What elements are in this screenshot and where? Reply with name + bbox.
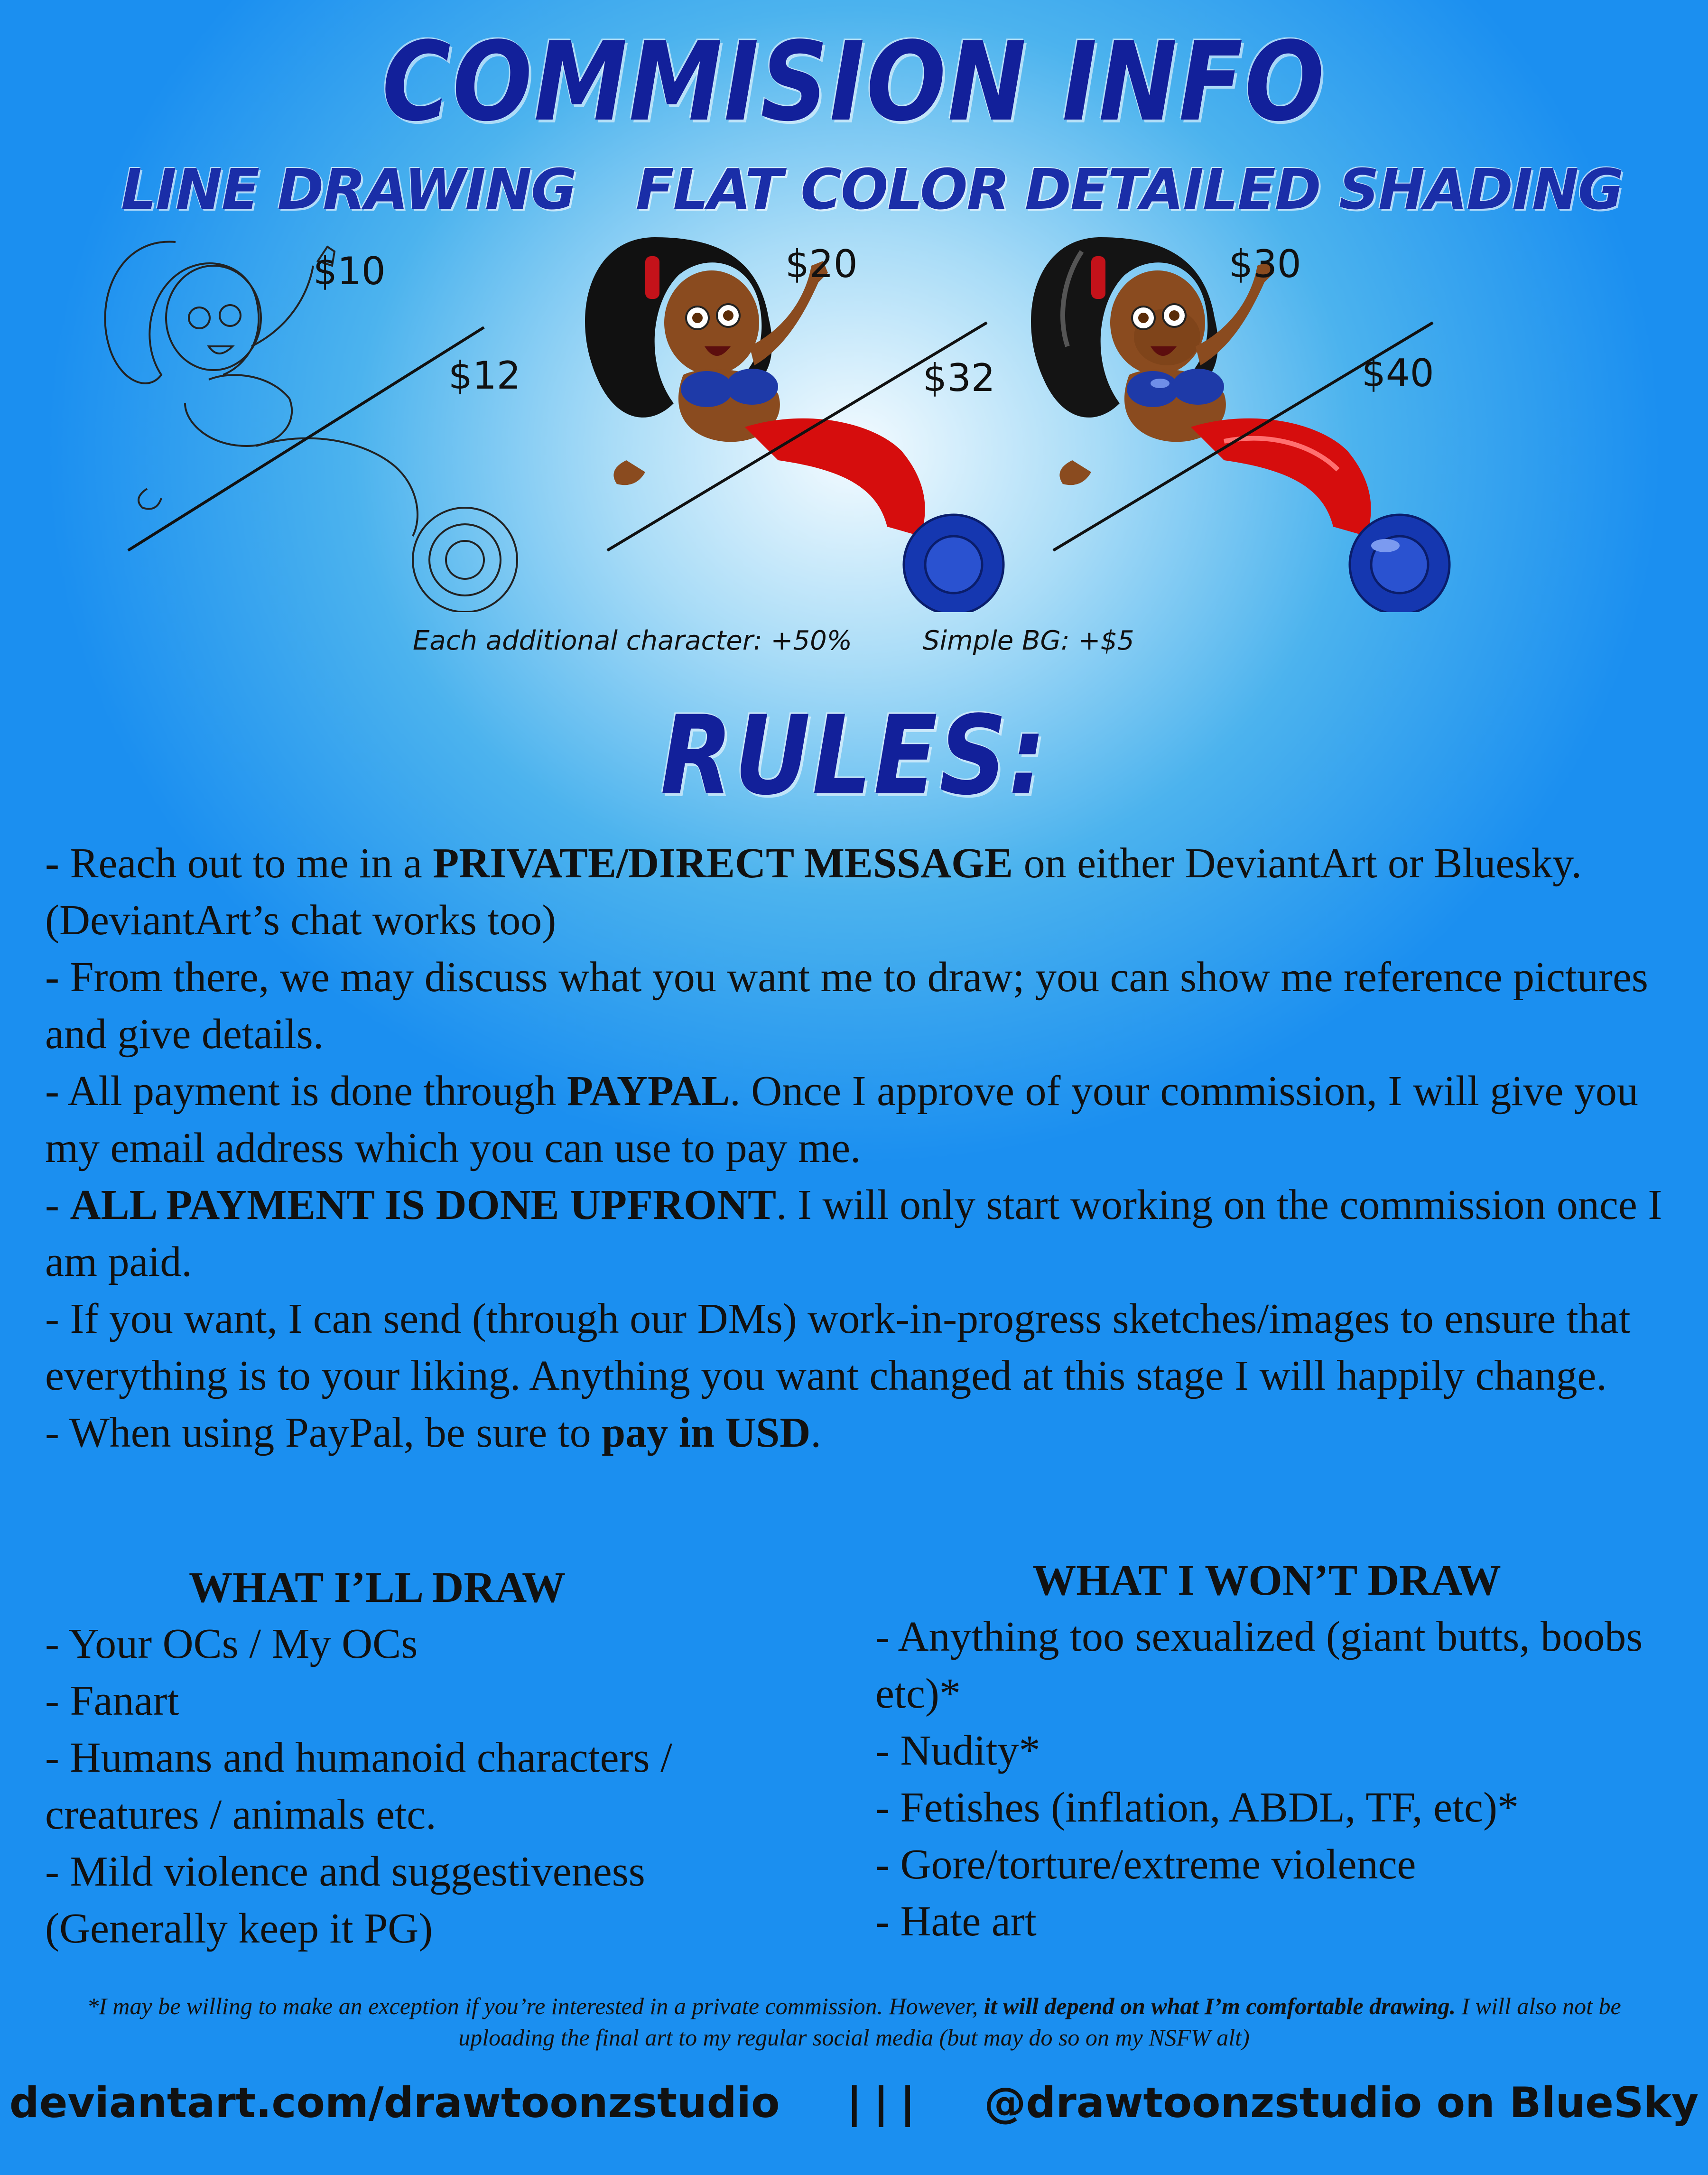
will-draw-item: - Mild violence and suggestiveness (Generally keep it PG) bbox=[45, 1848, 645, 1952]
rule-item: - ALL PAYMENT IS DONE UPFRONT. I will only start working on the commission once I am paid. bbox=[45, 1181, 1662, 1285]
will-draw-column bbox=[45, 1559, 861, 1957]
price-flat-full: $32 bbox=[923, 356, 995, 400]
wont-draw-column bbox=[875, 1552, 1658, 1950]
price-shaded-bust: $30 bbox=[1229, 242, 1301, 286]
wont-draw-item: - Gore/torture/extreme violence bbox=[875, 1841, 1416, 1888]
will-draw-item: - Humans and humanoid characters / creatures / animals etc. bbox=[45, 1734, 673, 1838]
rules-list bbox=[45, 835, 1668, 1461]
wont-draw-item: - Anything too sexualized (giant butts, boobs etc)* bbox=[875, 1613, 1643, 1717]
rule-item: - All payment is done through PAYPAL. Once I approve of your commission, I will give you my email address which you can use to pay me. bbox=[45, 1068, 1638, 1171]
tier-label-detailed-shading: DETAILED SHADING bbox=[1025, 157, 1623, 222]
footnote: *I may be willing to make an exception if you’re interested in a private commission. However, it will depend on what I’m comfortable drawing. I will also not be uploading the final art to my regular social media (but may do so on my NSFW alt) bbox=[87, 1993, 1621, 2051]
price-flat-bust: $20 bbox=[785, 242, 858, 286]
rule-item: - When using PayPal, be sure to pay in USD. bbox=[45, 1409, 821, 1456]
rule-item: - From there, we may discuss what you want me to draw; you can show me reference pictures and give details. bbox=[45, 954, 1648, 1058]
wont-draw-item: - Fetishes (inflation, ABDL, TF, etc)* bbox=[875, 1784, 1519, 1831]
tier-label-line-drawing: LINE DRAWING bbox=[121, 157, 576, 222]
additional-character-fee: Each additional character: +50% bbox=[413, 625, 852, 656]
rule-item: - If you want, I can send (through our DMs) work-in-progress sketches/images to ensure that everything is to your liking. Anything you want changed at this stage I will happily change. bbox=[45, 1295, 1631, 1399]
wont-draw-heading: WHAT I WON’T DRAW bbox=[1032, 1556, 1501, 1604]
tier-label-flat-color: FLAT COLOR bbox=[636, 157, 1009, 222]
price-line-full: $12 bbox=[448, 353, 521, 398]
wont-draw-item: - Nudity* bbox=[875, 1727, 1040, 1774]
rule-item: - Reach out to me in a PRIVATE/DIRECT MESSAGE on either DeviantArt or Bluesky. (DeviantArt’s chat works too) bbox=[45, 840, 1582, 944]
bluesky-link[interactable]: @drawtoonzstudio on BlueSky bbox=[984, 2078, 1699, 2127]
simple-bg-fee: Simple BG: +$5 bbox=[923, 625, 1134, 656]
price-line-bust: $10 bbox=[313, 249, 386, 293]
footer-links bbox=[0, 2078, 1708, 2127]
deviantart-link[interactable]: deviantart.com/drawtoonzstudio bbox=[9, 2078, 780, 2127]
footer-separator: ||| bbox=[846, 2078, 927, 2127]
will-draw-item: - Fanart bbox=[45, 1677, 179, 1724]
will-draw-item: - Your OCs / My OCs bbox=[45, 1620, 418, 1667]
will-draw-heading: WHAT I’LL DRAW bbox=[188, 1563, 566, 1611]
page-title: COMMISION INFO bbox=[382, 19, 1326, 146]
rules-title: RULES: bbox=[660, 693, 1048, 819]
price-shaded-full: $40 bbox=[1362, 351, 1434, 395]
wont-draw-item: - Hate art bbox=[875, 1898, 1037, 1945]
